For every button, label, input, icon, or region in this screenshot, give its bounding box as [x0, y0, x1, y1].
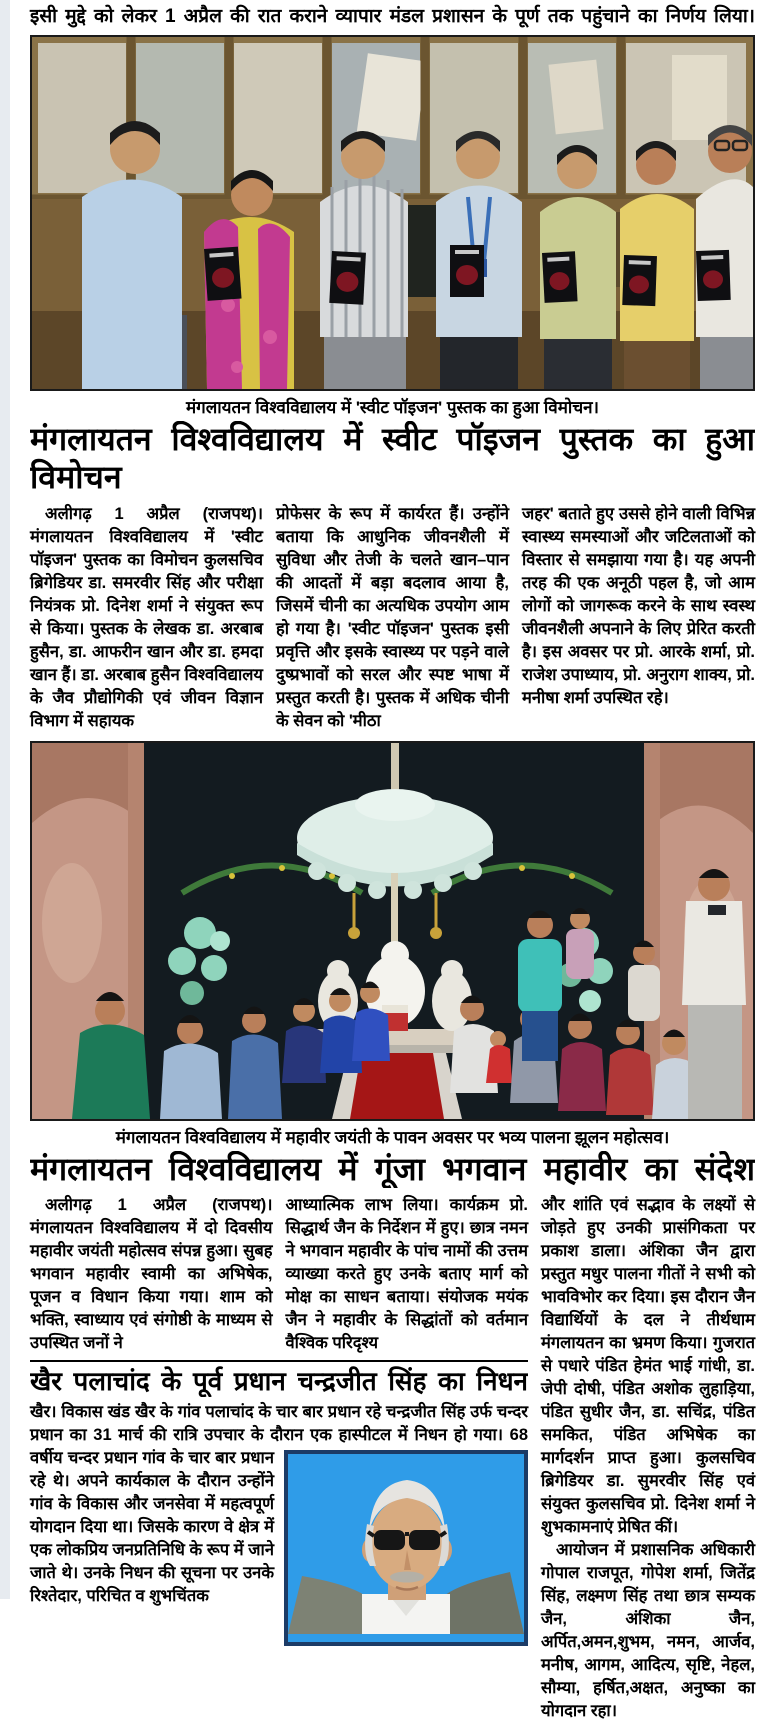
page-left-margin-strip: [0, 0, 10, 1599]
article-3-text-intro: खैर। विकास खंड खैर के गांव पलाचांद के चार बार प्रधान रहे चन्द्रजीत सिंह उर्फ चन्दर प्रधान का 31 मार्च की रात्रि उपचार के दौरान एक हास्पीटल: [30, 1402, 528, 1444]
page-content: [30, 0, 755, 1723]
article-2-columns-1-2: [30, 1194, 528, 1355]
article-1-headline: मंगलायतन विश्वविद्यालय में स्वीट पॉइजन पुस्तक का हुआ विमोचन: [30, 421, 755, 495]
article-2-column-3: और शांति एवं सद्भाव के लक्ष्यों से जोड़ते हुए उनकी प्रासंगिकता पर प्रकाश डाला। अंशिका जैन द्वारा प्रस्तुत मधुर पालना गीतों ने सभी को भावविभोर कर दिया। इस दौरान जैन विद्यार्थियों के दल ने तीर्थधाम मंगलायतन का भ्रमण किया। गुजरात से पधारे पंडित हेमंत भाई गांधी, डा. जेपी दोषी, पंडित अशोक लुहाड़िया, पंडित सुधीर जैन, डा. सचिंद्र, पंडित समकित, पंडित अभिषेक का मार्गदर्शन प्राप्त हुआ। कुलसचिव ब्रिगेडियर डा. सुमरवीर सिंह एवं संयुक्त कुलसचिव प्रो. दिनेश शर्मा ने शुभकामनाएं प्रेषित कीं। आयोजन में प्रशासनिक अधिकारी गोपाल राजपूत, गोपेश शर्मा, जितेंद्र सिंह, लक्ष्मण सिंह तथा छात्र सम्यक जैन, अंशिका जैन, अर्पित,अमन,शुभम, नमन, आर्जव, मनीष, आगम, आदित्य, सृष्टि, नेहल, सौम्या, हर्षित,अक्षत, अनुष्का का योगदान रहा।: [541, 1196, 755, 1721]
mahavir-jayanti-photo-graphic: [32, 743, 753, 1119]
section-divider-rule: [30, 1360, 528, 1362]
book-release-photo: [30, 35, 755, 391]
article-1-column-3: जहर' बताते हुए उससे होने वाली विभिन्न स्वास्थ्य समस्याओं और जटिलताओं को विस्तार से समझाया गया है। यह अपनी तरह की एक अनूठी पहल है, जो आम लोगों को जागरूक करने के साथ स्वस्थ जीवनशैली अपनाने के लिए प्रेरित करती है। इस अवसर पर प्रो. आरके शर्मा, प्रो. राजेश उपाध्याय, प्रो. अनुराग शाक्य, प्रो. मनीषा शर्मा उपस्थित रहे।: [522, 504, 755, 707]
article-3-headline: खैर पलाचांद के पूर्व प्रधान चन्द्रजीत सिंह का निधन: [30, 1366, 528, 1397]
article-1-column-2: प्रोफेसर के रूप में कार्यरत हैं। उन्होंने बताया कि आधुनिक जीवनशैली में सुविधा और तेजी के चलते खान–पान की आदतों में बड़ा बदलाव आया है, जिसमें चीनी का अत्यधिक उपयोग आम हो गया है। 'स्वीट पॉइजन' पुस्तक इसी प्रवृत्ति और इसके स्वास्थ्य पर पड़ने वाले दुष्प्रभावों को सरल और स्पष्ट भाषा में प्रस्तुत करती है। पुस्तक में अधिक चीनी के सेवन को 'मीठा: [276, 504, 509, 730]
article-2-column-1: अलीगढ़ 1 अप्रैल (राजपथ)। मंगलायतन विश्वविद्यालय में दो दिवसीय महावीर जयंती महोत्सव संपन्न हुआ। सुबह भगवान महावीर स्वामी का अभिषेक, पूजन व विधान किया गया। शाम को भक्ति, स्वाध्याय एवं संगोष्ठी के माध्यम से उपस्थित जनों ने: [30, 1196, 273, 1353]
article-1-body: [30, 503, 755, 733]
article-2-column-2: आध्यात्मिक लाभ लिया। कार्यक्रम प्रो. सिद्धार्थ जैन के निर्देशन में हुए। छात्र नमन ने भगवान महावीर के पांच नामों की उत्तम व्याख्या करते हुए उनके बताए मार्ग को मोक्ष का साधन बताया। संयोजक मयंक जैन ने महावीर के सिद्धांतों को वर्तमान वैश्विक परिदृश्य: [285, 1196, 528, 1353]
article-3-text-rest: में निधन हो गया। 68 वर्षीय चन्दर प्रधान गांव के चार बार प्रधान रहे थे। अपने कार्यकाल के दौरान उन्होंने गांव के विकास और जनसेवा में महत्वपूर्ण योगदान दिया था। जिसके कारण वे क्षेत्र में एक लोकप्रिय जनप्रतिनिधि के रूप में जाने जाते थे। उनके निधन की सूचना पर उनके रिश्तेदार, परिचित व शुभचिंतक: [30, 1425, 528, 1605]
lead-continuation-line: इसी मुद्दे को लेकर 1 अप्रैल की रात कराने व्यापार मंडल प्रशासन के पूर्ण तक पहुंचाने का निर्णय लिया।: [30, 6, 755, 27]
article-1-column-1: अलीगढ़ 1 अप्रैल (राजपथ)। मंगलायतन विश्वविद्यालय में 'स्वीट पॉइजन' पुस्तक का विमोचन कुलसचिव ब्रिगेडियर डा. समरवीर सिंह और परीक्षा नियंत्रक प्रो. दिनेश शर्मा ने संयुक्त रूप से किया। पुस्तक के लेखक डा. अरबाब हुसैन, डा. आफरीन खान और डा. हमदा खान हैं। डा. अरबाब हुसैन विश्वविद्यालय के जैव प्रौद्योगिकी एवं जीवन विज्ञान विभाग में सहायक: [30, 504, 263, 730]
article-2-headline: मंगलायतन विश्वविद्यालय में गूंजा भगवान महावीर का संदेश: [30, 1150, 755, 1187]
photo-2-caption: मंगलायतन विश्वविद्यालय में महावीर जयंती के पावन अवसर पर भव्य पालना झूलन महोत्सव।: [115, 1127, 670, 1147]
portrait-graphic: [288, 1454, 524, 1634]
book-release-photo-graphic: [32, 37, 753, 389]
article-3-body: [30, 1401, 528, 1608]
mahavir-jayanti-photo: [30, 741, 755, 1121]
bottom-section: [30, 1194, 755, 1723]
bottom-left-section: [30, 1194, 528, 1650]
photo-1-caption: मंगलायतन विश्वविद्यालय में 'स्वीट पॉइजन' पुस्तक का हुआ विमोचन।: [185, 398, 600, 417]
chandrajit-singh-portrait: [284, 1450, 528, 1646]
